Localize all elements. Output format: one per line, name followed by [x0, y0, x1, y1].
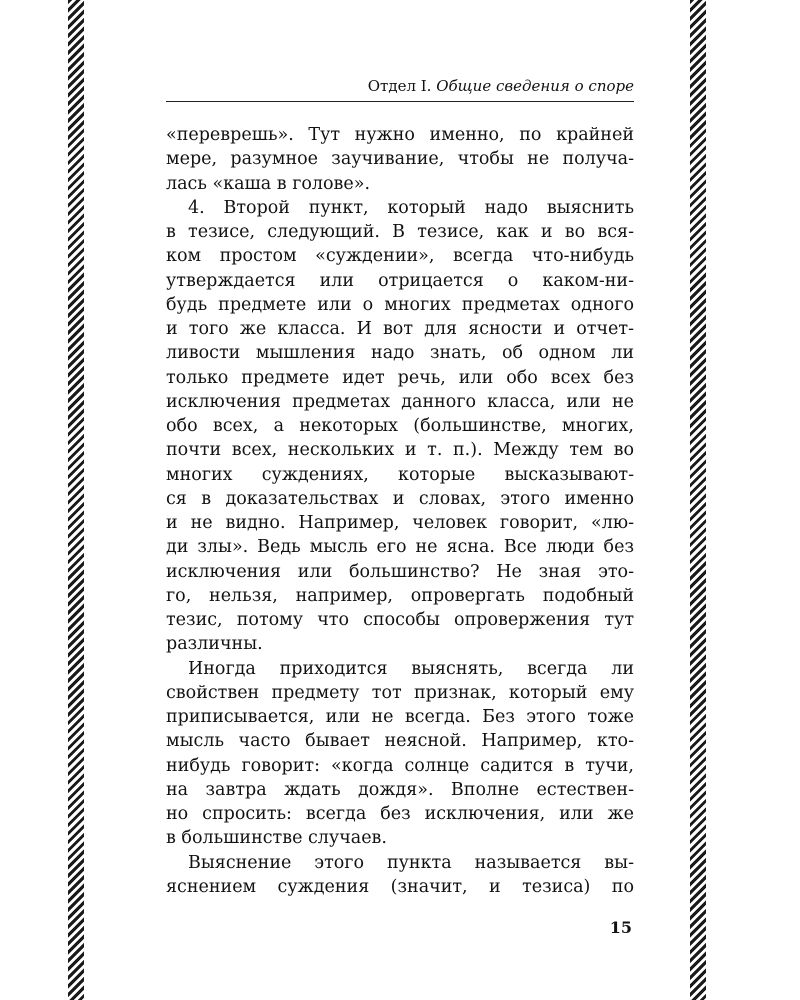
text-line: Иногда приходится выяснять, всегда ли — [188, 658, 634, 679]
text-line: яснением суждения (значит, и тезиса) по — [166, 876, 634, 897]
text-line: го, нельзя, например, опровергать подобный — [166, 585, 634, 606]
text-line: лась «каша в голове». — [166, 173, 371, 194]
text-line: только предмете идет речь, или обо всех без — [166, 367, 634, 388]
text-line: исключения предметах данного класса, или не — [166, 391, 634, 412]
text-line: в тезисе, следующий. В тезисе, как и во вся- — [166, 222, 634, 242]
text-line: в большинстве случаев. — [166, 828, 387, 849]
text-line: мере, разумное заучивание, чтобы не получа- — [166, 149, 634, 170]
text-line: утверждается или отрицается о каком-ни- — [166, 270, 634, 291]
text-line: обо всех, а некоторых (большинстве, многих, — [166, 416, 634, 436]
text-line: почти всех, нескольких и т. п.). Между тем во — [166, 440, 634, 461]
text-line: «переврешь». Тут нужно именно, по крайней — [166, 125, 634, 145]
text-line: будь предмете или о многих предметах одного — [166, 294, 634, 315]
page-number: 15 — [609, 918, 632, 937]
text-line: исключения или большинство? Не зная это- — [166, 561, 634, 582]
right-border-edge — [690, 0, 706, 1000]
text-line: многих суждениях, которые высказывают- — [166, 464, 634, 485]
text-line: ком простом «суждении», всегда что-нибудь — [166, 246, 634, 267]
header-title: Общие сведения о споре — [436, 77, 634, 95]
header-section: Отдел I. — [367, 77, 432, 95]
text-line: 4. Второй пункт, который надо выяснить — [188, 197, 634, 218]
text-line: нибудь говорит: «когда солнце садится в тучи, — [166, 755, 634, 776]
text-line: свойствен предмету тот признак, который ему — [166, 682, 634, 703]
text-line: и того же класса. И вот для ясности и отчет- — [166, 319, 634, 339]
text-line: Выяснение этого пункта называется вы- — [188, 852, 634, 873]
text-line: различны. — [166, 634, 263, 655]
text-line: мысль часто бывает неясной. Например, кто- — [166, 731, 634, 752]
text-line: на завтра ждать дождя». Вполне естествен- — [166, 779, 634, 800]
left-border-edge — [68, 0, 84, 1000]
text-line: ди злы». Ведь мысль его не ясна. Все люди без — [166, 537, 634, 558]
running-header — [166, 76, 634, 102]
text-line: приписывается, или не всегда. Без этого тоже — [166, 707, 634, 727]
text-line: тезис, потому что способы опровержения тут — [166, 610, 634, 630]
text-line: ся в доказательствах и словах, этого именно — [166, 488, 634, 509]
text-line: и не видно. Например, человек говорит, «лю- — [166, 513, 634, 533]
text-line: ливости мышления надо знать, об одном ли — [166, 343, 634, 364]
body-text — [166, 123, 634, 899]
text-line: но спросить: всегда без исключения, или же — [166, 804, 634, 824]
